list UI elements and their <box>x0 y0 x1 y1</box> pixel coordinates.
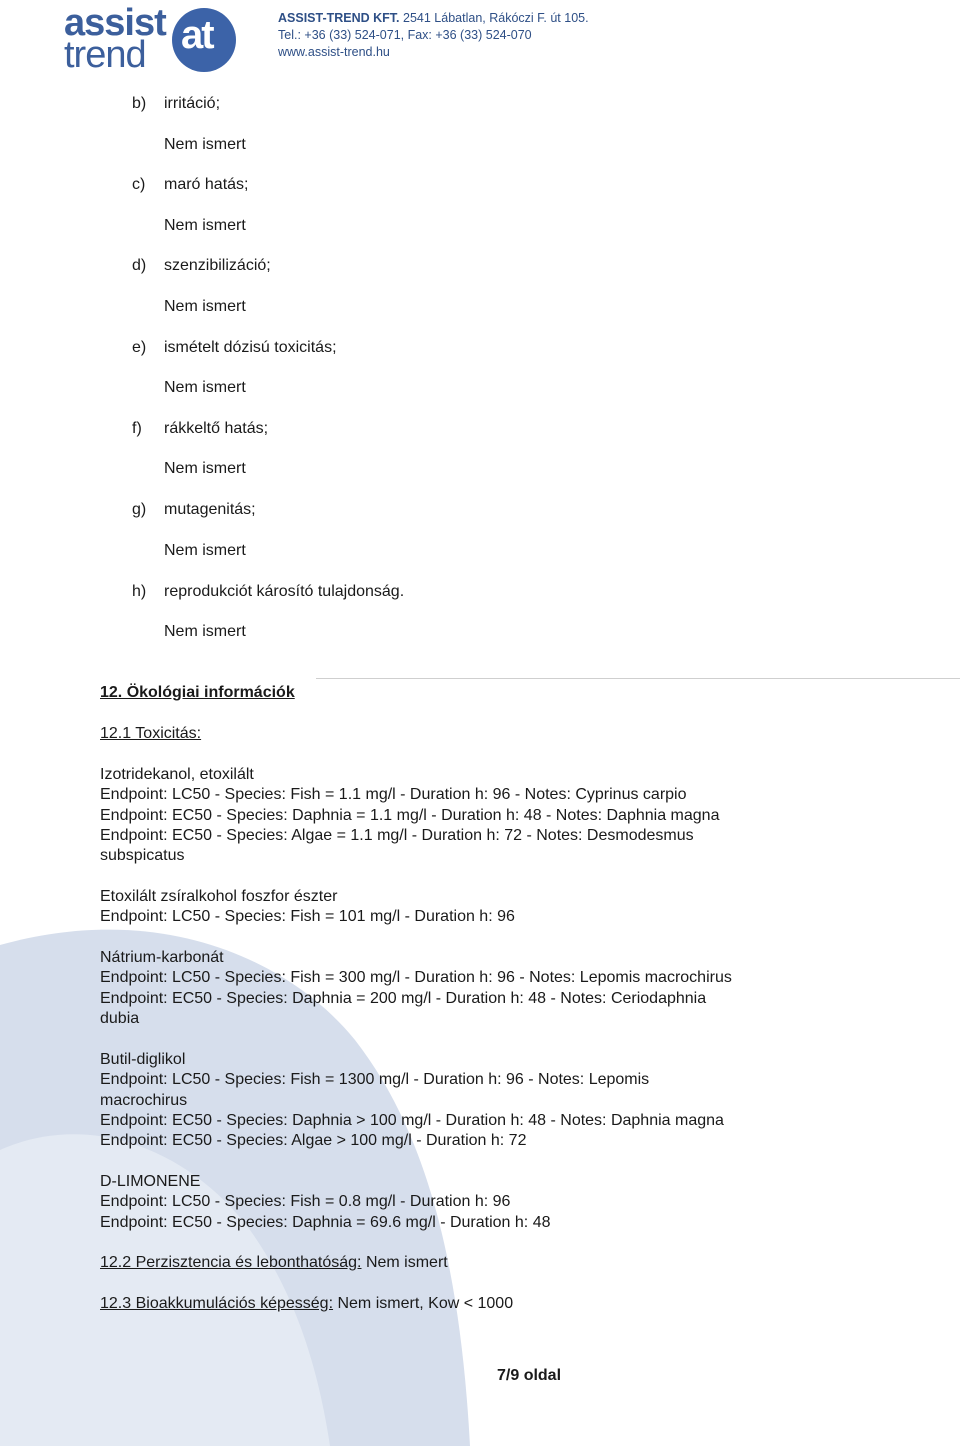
toxicity-heading: 12.1 Toxicitás: <box>100 725 202 742</box>
substance-block <box>100 1172 550 1233</box>
item-letter: f) <box>132 420 142 437</box>
endpoint-line: Endpoint: LC50 - Species: Fish = 1300 mg/l - Duration h: 96 - Notes: Lepomis <box>100 1071 650 1089</box>
substance-name: Nátrium-karbonát <box>100 949 224 966</box>
item-value: Nem ismert <box>164 542 246 559</box>
endpoint-line: Endpoint: EC50 - Species: Daphnia = 69.6 mg/l - Duration h: 48 <box>100 1213 551 1231</box>
endpoint-line: Endpoint: EC50 - Species: Algae > 100 mg/l - Duration h: 72 <box>100 1132 527 1150</box>
endpoint-line: dubia <box>100 1009 140 1027</box>
item-letter: g) <box>132 501 147 518</box>
item-value: Nem ismert <box>164 379 246 396</box>
item-value: Nem ismert <box>164 298 246 315</box>
logo-word-trend: trend <box>64 34 146 76</box>
item-value: Nem ismert <box>164 623 246 640</box>
endpoint-line: Endpoint: EC50 - Species: Daphnia = 200 mg/l - Duration h: 48 - Notes: Ceriodaphnia <box>100 989 707 1007</box>
company-info <box>278 10 589 61</box>
logo-at-mark: at <box>181 13 213 57</box>
item-label: ismételt dózisú toxicitás; <box>164 339 337 356</box>
endpoint-line: Endpoint: LC50 - Species: Fish = 300 mg/l - Duration h: 96 - Notes: Lepomis macrochirus <box>100 969 732 987</box>
endpoint-line: Endpoint: LC50 - Species: Fish = 101 mg/l - Duration h: 96 <box>100 908 515 926</box>
endpoint-line: Endpoint: EC50 - Species: Daphnia > 100 mg/l - Duration h: 48 - Notes: Daphnia magna <box>100 1111 724 1129</box>
endpoint-line: Endpoint: LC50 - Species: Fish = 0.8 mg/l - Duration h: 96 <box>100 1193 511 1211</box>
item-label: maró hatás; <box>164 176 249 193</box>
persistence-value: Nem ismert <box>361 1254 448 1271</box>
bioaccumulation-value: Nem ismert, Kow < 1000 <box>333 1295 514 1312</box>
item-value: Nem ismert <box>164 460 246 477</box>
item-label: rákkeltő hatás; <box>164 420 269 437</box>
endpoint-line: Endpoint: EC50 - Species: Daphnia = 1.1 mg/l - Duration h: 48 - Notes: Daphnia magna <box>100 806 720 824</box>
company-address: 2541 Lábatlan, Rákóczi F. út 105. <box>403 11 589 25</box>
substance-block <box>100 948 732 1029</box>
item-value: Nem ismert <box>164 217 246 234</box>
item-letter: h) <box>132 583 147 600</box>
item-label: szenzibilizáció; <box>164 257 271 274</box>
company-contact: Tel.: +36 (33) 524-071, Fax: +36 (33) 524-070 <box>278 28 532 42</box>
item-letter: d) <box>132 257 147 274</box>
item-value: Nem ismert <box>164 136 246 153</box>
section-divider <box>316 678 960 679</box>
substance-name: D-LIMONENE <box>100 1173 201 1190</box>
substance-name: Butil-diglikol <box>100 1051 186 1068</box>
endpoint-line: Endpoint: LC50 - Species: Fish = 1.1 mg/l - Duration h: 96 - Notes: Cyprinus carpio <box>100 786 687 804</box>
assist-trend-logo <box>62 4 242 74</box>
endpoint-line: subspicatus <box>100 847 185 865</box>
item-label: reprodukciót károsító tulajdonság. <box>164 583 405 600</box>
persistence-label: 12.2 Perzisztencia és lebonthatóság: <box>100 1254 362 1271</box>
endpoint-line: Endpoint: EC50 - Species: Algae = 1.1 mg/l - Duration h: 72 - Notes: Desmodesmus <box>100 826 694 844</box>
page-number: 7/9 oldal <box>497 1367 562 1384</box>
endpoint-line: macrochirus <box>100 1091 188 1109</box>
item-label: mutagenitás; <box>164 501 256 518</box>
company-name: ASSIST-TREND KFT. <box>278 11 400 25</box>
persistence-row <box>100 1253 448 1273</box>
item-letter: c) <box>132 176 146 193</box>
section-12-title: 12. Ökológiai információk <box>100 684 295 701</box>
company-website: www.assist-trend.hu <box>278 45 390 59</box>
substance-block <box>100 1050 724 1151</box>
substance-name: Etoxilált zsíralkohol foszfor észter <box>100 888 338 905</box>
item-letter: e) <box>132 339 147 356</box>
bioaccumulation-row <box>100 1294 513 1314</box>
item-letter: b) <box>132 95 147 112</box>
item-label: irritáció; <box>164 95 221 112</box>
logo-word-assist: assist <box>64 2 166 44</box>
substance-block <box>100 765 719 866</box>
company-line-1 <box>278 10 589 27</box>
substance-name: Izotridekanol, etoxilált <box>100 766 254 783</box>
bioaccumulation-label: 12.3 Bioakkumulációs képesség: <box>100 1295 334 1312</box>
substance-block <box>100 887 515 928</box>
